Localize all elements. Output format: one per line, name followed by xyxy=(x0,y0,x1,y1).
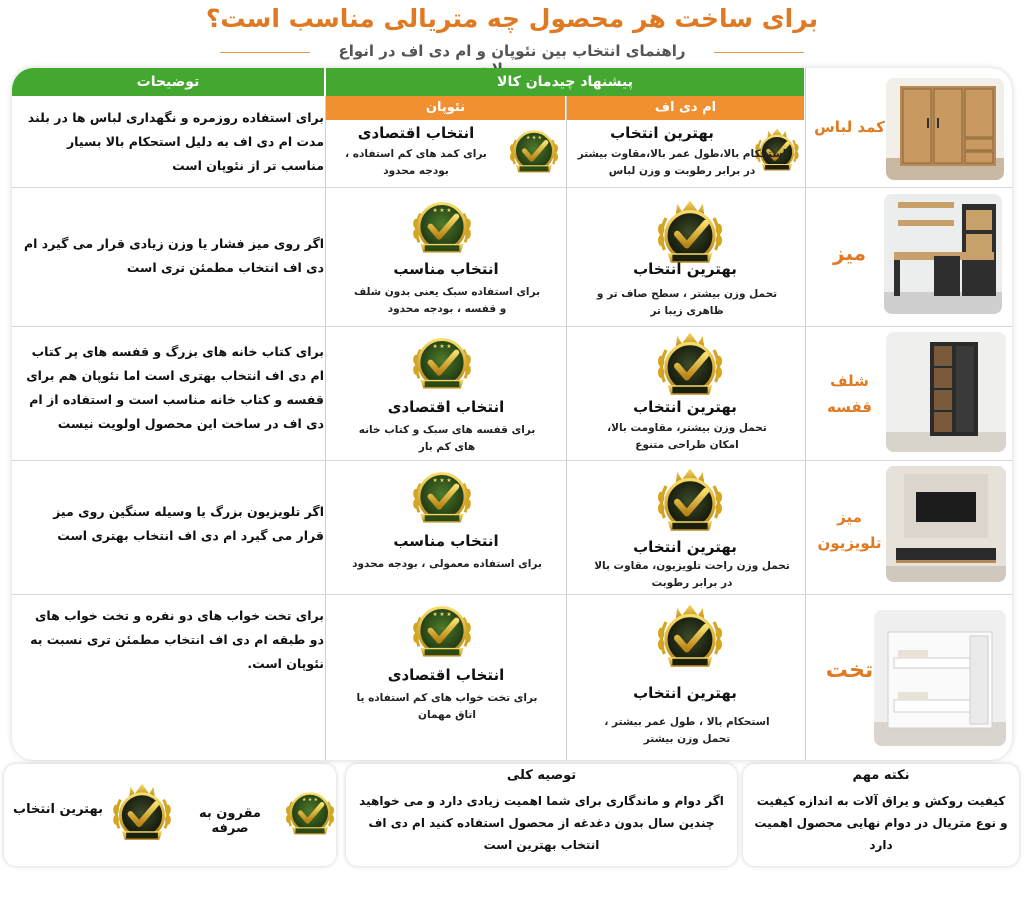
divider-vertical xyxy=(805,68,806,760)
best-choice-badge-icon xyxy=(106,778,178,850)
mdf-verdict: بهترین انتخاب xyxy=(633,538,737,556)
neopan-description: برای استفاده سبک یعنی بدون شلف و قفسه ، بودجه محدود xyxy=(353,286,541,315)
advice-box xyxy=(346,764,737,866)
subtitle-divider-left xyxy=(220,52,310,53)
neopan-description: برای استفاده معمولی ، بودجه محدود xyxy=(352,558,542,570)
neopan-verdict: انتخاب مناسب xyxy=(393,532,499,550)
page-title: برای ساخت هر محصول چه متریالی مناسب است؟ xyxy=(205,4,819,33)
neopan-verdict: انتخاب اقتصادی xyxy=(387,666,505,684)
neopan-verdict: انتخاب مناسب xyxy=(393,260,499,278)
desk-image xyxy=(884,194,1002,314)
explanation-text: اگر روی میز فشار یا وزن زیادی قرار می گیرد ام دی اف انتخاب مطمئن تری است xyxy=(24,236,324,275)
legend-economic-label: مقرون به صرفه xyxy=(199,806,261,836)
bed-image xyxy=(874,610,1006,746)
advice-title: توصیه کلی xyxy=(506,768,577,783)
row-divider xyxy=(12,460,1012,461)
mdf-verdict: بهترین انتخاب xyxy=(610,124,714,142)
economic-badge-icon xyxy=(280,784,340,844)
advice-text: اگر دوام و ماندگاری برای شما اهمیت زیادی دارد و می خواهید چندین سال بدون دغدغه از محصول استفاده کنید ام دی اف انتخاب بهترین است xyxy=(359,794,724,852)
neopan-verdict: انتخاب اقتصادی xyxy=(357,124,475,142)
neopan-description: برای کمد های کم استفاده ، بودجه محدود xyxy=(345,148,487,177)
mdf-verdict: بهترین انتخاب xyxy=(633,684,737,702)
explanation-text: برای کتاب خانه های بزرگ و قفسه های پر کتاب ام دی اف انتخاب بهتری است اما نئوپان هم برای قفسه و کتاب خانه مناسب است و استفاده از ام دی اف در ساخت این محصول اولویت نیست xyxy=(26,344,324,431)
best-choice-badge-icon xyxy=(650,598,730,678)
best-choice-badge-icon xyxy=(650,326,730,406)
mdf-description: تحمل وزن راحت تلویزیون، مقاوت بالا در برابر رطوبت xyxy=(594,560,790,589)
explanation-text: برای تخت خواب های دو نفره و تخت خواب های دو طبقه ام دی اف انتخاب مطمئن تری نسبت به نئوپان است. xyxy=(30,608,324,671)
divider-vertical xyxy=(566,96,567,760)
mdf-verdict: بهترین انتخاب xyxy=(633,260,737,278)
category-label: شلف قفسه xyxy=(827,372,872,416)
row-divider xyxy=(12,326,1012,327)
category-label: تخت xyxy=(825,658,874,683)
mdf-description: استحکام بالا ، طول عمر بیشتر ، تحمل وزن بیشتر xyxy=(604,716,770,745)
mdf-description: تحمل وزن بیشتر، مقاومت بالا، امکان طراحی متنوع xyxy=(607,422,767,451)
category-label: کمد لباس xyxy=(814,118,885,136)
legend-box xyxy=(4,764,336,866)
header-explain: توضیحات xyxy=(12,68,324,96)
subtitle-bar xyxy=(0,42,1024,64)
neopan-verdict: انتخاب اقتصادی xyxy=(387,398,505,416)
subtitle-divider-right xyxy=(714,52,804,53)
divider-vertical xyxy=(325,96,326,760)
economic-badge-icon xyxy=(406,596,478,668)
header-mdf: ام دی اف xyxy=(567,96,804,120)
economic-badge-icon xyxy=(406,462,478,534)
note-title: نکته مهم xyxy=(852,768,910,783)
note-text: کیفیت روکش و یراق آلات به اندازه کیفیت و نوع متریال در دوام نهایی محصول اهمیت دارد xyxy=(754,794,1008,852)
economic-badge-icon xyxy=(406,192,478,264)
shelf-image xyxy=(886,332,1006,452)
mdf-verdict: بهترین انتخاب xyxy=(633,398,737,416)
tv-stand-image xyxy=(886,466,1006,582)
header-neopan: نئوپان xyxy=(326,96,565,120)
comparison-table xyxy=(12,68,1012,760)
header-suggest: پیشنهاد چیدمان کالا xyxy=(326,68,804,96)
best-choice-badge-icon xyxy=(650,462,730,542)
economic-badge-icon xyxy=(504,122,564,182)
row-divider xyxy=(12,187,1012,188)
mdf-description: استحکام بالا،طول عمر بالا،مقاوت بیشتر در برابر رطوبت و وزن لباس xyxy=(577,148,787,177)
wardrobe-image xyxy=(886,78,1004,180)
page-subtitle: راهنمای انتخاب بین نئوپان و ام دی اف در انواع xyxy=(338,42,686,60)
legend-best-label: بهترین انتخاب xyxy=(13,802,103,817)
category-label: میز xyxy=(833,241,866,265)
category-label: میز تلویزیون xyxy=(817,508,882,552)
neopan-description: برای قفسه های سبک و کتاب خانه های کم بار xyxy=(358,424,536,453)
note-box xyxy=(743,764,1019,866)
explanation-text: برای استفاده روزمره و نگهداری لباس ها در بلند مدت ام دی اف به دلیل استحکام بالا بسیار مناسب تر از نئوپان است xyxy=(27,110,324,173)
explanation-text: اگر تلویزیون بزرگ یا وسیله سنگین روی میز قرار می گیرد ام دی اف انتخاب بهتری است xyxy=(53,504,324,543)
row-divider xyxy=(12,594,1012,595)
mdf-description: تحمل وزن بیشتر ، سطح صاف تر و ظاهری زیبا تر xyxy=(596,288,778,317)
economic-badge-icon xyxy=(406,328,478,400)
neopan-description: برای تخت خواب های کم استفاده یا اتاق مهمان xyxy=(356,692,538,721)
